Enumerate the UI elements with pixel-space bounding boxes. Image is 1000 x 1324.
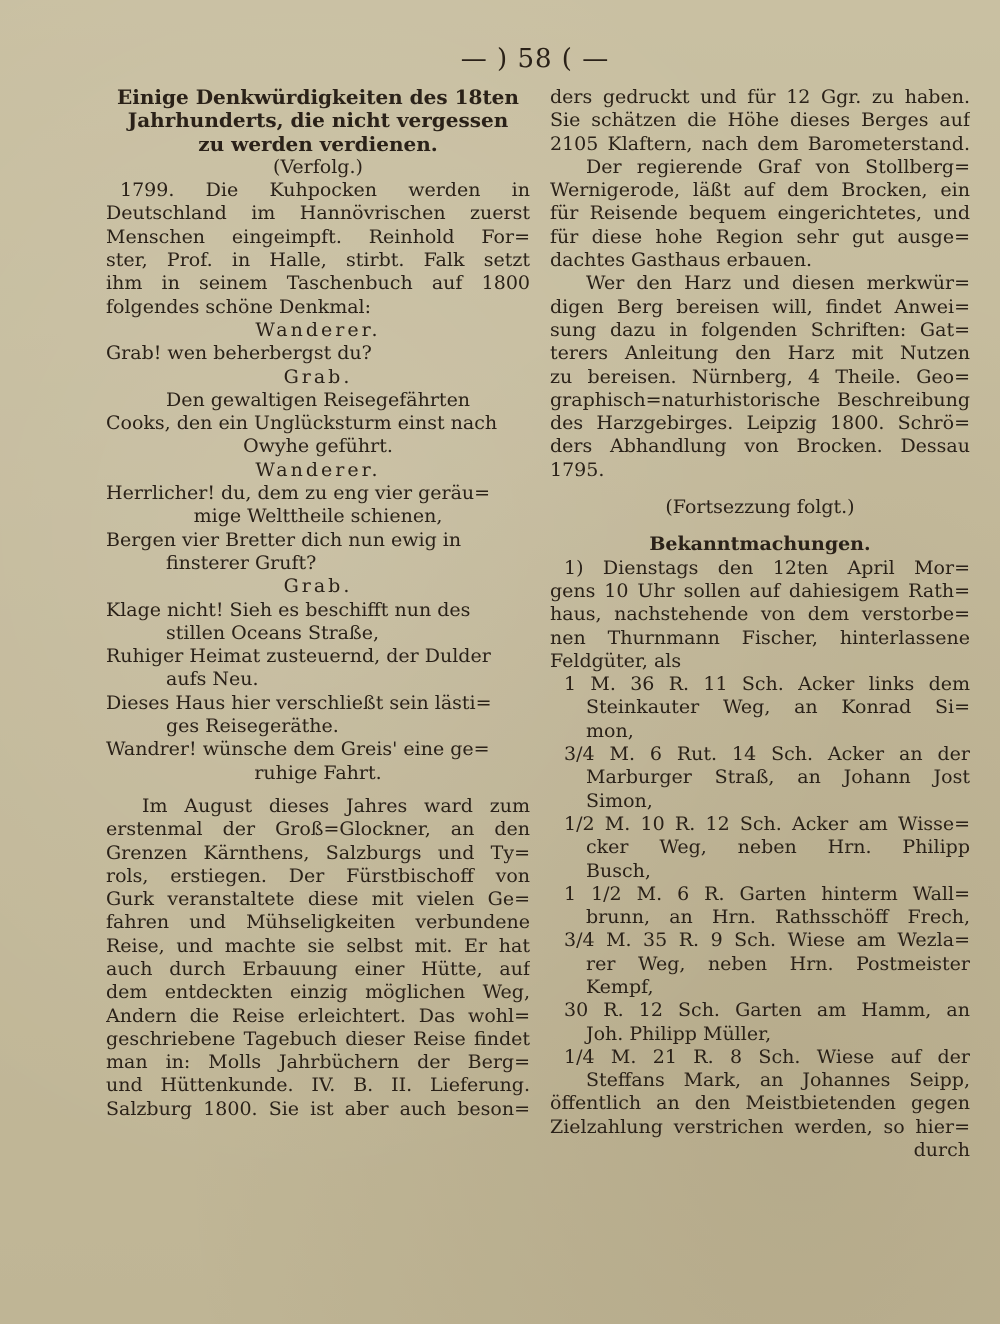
text-line: 1799. Die Kuhpocken werden in [120,179,530,202]
text-line: ders gedruckt und für 12 Ggr. zu haben. [550,86,970,108]
list-item: Marburger Straß, an Johann Jost [586,766,970,789]
text-line: Wernigerode, läßt auf dem Brocken, ein [550,179,970,202]
text-line: Sie schätzen die Höhe dieses Berges auf [550,109,970,132]
text-line: sung dazu in folgenden Schriften: Gat= [550,318,970,341]
text-line: für Reisende bequem eingerichtetes, und [550,202,970,225]
list-item: mon, [586,719,634,742]
text-line: zu bereisen. Nürnberg, 4 Theile. Geo= [550,365,970,388]
poem-speaker: Grab. [283,365,353,388]
poem-line: Owyhe geführt. [243,435,393,458]
poem-line: Dieses Haus hier verschließt sein lästi= [106,691,492,714]
poem-line: aufs Neu. [166,668,259,691]
article-title-line: Jahrhunderts, die nicht vergessen [127,109,509,133]
poem-line: stillen Oceans Straße, [166,621,379,644]
text-line: terers Anleitung den Harz mit Nutzen [550,342,970,365]
section-heading: Bekanntmachungen. [649,533,871,556]
text-line: Deutschland im Hannövrischen zuerst [106,202,530,225]
list-item: Simon, [586,789,653,812]
poem-speaker: Grab. [283,575,353,598]
list-item: rer Weg, neben Hrn. Postmeister [586,952,970,975]
text-line: man in: Molls Jahrbüchern der Berg= [106,1051,530,1074]
text-line: Grenzen Kärnthens, Salzburgs und Ty= [106,841,530,864]
article-title-line: Einige Denkwürdigkeiten des 18ten [117,86,519,109]
text-line: Andern die Reise erleichtert. Das wohl= [106,1004,530,1027]
poem-line: Bergen vier Bretter dich nun ewig in [106,528,462,551]
article-title-line: zu werden verdienen. [198,132,438,156]
text-line: 2105 Klaftern, nach dem Barometerstand. [550,132,970,155]
list-item: Busch, [586,859,651,882]
poem-line: mige Welttheile schienen, [193,505,443,528]
text-line: Im August dieses Jahres ward zum [142,794,530,817]
poem-line: ruhige Fahrt. [254,761,382,784]
continuation-note: (Verfolg.) [273,155,363,178]
text-line: rols, erstiegen. Der Fürstbischoff von [106,864,530,887]
text-line: 1795. [550,458,605,481]
text-line: dem entdeckten einzig möglichen Weg, [106,981,530,1004]
poem-line: Herrlicher! du, dem zu eng vier geräu= [106,482,491,505]
text-line: öffentlich an den Meistbietenden gegen [550,1092,970,1115]
text-line: auch durch Erbauung einer Hütte, auf [106,957,530,980]
list-item: 30 R. 12 Sch. Garten am Hamm, an [564,999,970,1022]
list-item: 1 M. 36 R. 11 Sch. Acker links dem [564,673,970,696]
list-item: 3/4 M. 35 R. 9 Sch. Wiese am Wezla= [564,929,970,952]
list-item: 1/2 M. 10 R. 12 Sch. Acker am Wisse= [564,812,970,835]
poem-speaker: Wanderer. [255,318,381,341]
text-line: Gurk veranstaltete diese mit vielen Ge= [106,888,530,911]
list-item: 3/4 M. 6 Rut. 14 Sch. Acker an der [564,743,970,766]
poem-line: Cooks, den ein Unglücksturm einst nach [106,412,498,435]
poem-line: Grab! wen beherbergst du? [106,342,372,365]
list-item: 1/4 M. 21 R. 8 Sch. Wiese auf der [564,1045,970,1068]
page-number: — ) 58 ( — [460,44,610,74]
list-item: Steffans Mark, an Johannes Seipp, [586,1069,970,1092]
text-line: digen Berg bereisen will, findet Anwei= [550,295,970,318]
text-line: 1) Dienstags den 12ten April Mor= [564,556,970,579]
text-line: ster, Prof. in Halle, stirbt. Falk setzt [106,249,530,272]
text-line: Der regierende Graf von Stollberg= [586,155,970,178]
continuation-note: (Fortsezzung folgt.) [665,496,855,519]
text-line: dachtes Gasthaus erbauen. [550,249,813,272]
text-line: Salzburg 1800. Sie ist aber auch beson= [106,1097,530,1120]
text-line: ihm in seinem Taschenbuch auf 1800 [106,272,530,295]
poem-speaker: Wanderer. [255,458,381,481]
poem-line: ges Reisegeräthe. [166,715,339,738]
poem-line: Ruhiger Heimat zusteuernd, der Dulder [106,645,491,668]
list-item: Steinkauter Weg, an Konrad Si= [586,696,970,719]
text-line: ders Abhandlung von Brocken. Dessau [550,435,970,458]
text-line: Menschen eingeimpft. Reinhold For= [106,225,530,248]
text-line: des Harzgebirges. Leipzig 1800. Schrö= [550,412,970,435]
list-item: Kempf, [586,975,654,998]
poem-line: finsterer Gruft? [166,551,317,574]
list-item: Joh. Philipp Müller, [586,1022,772,1045]
text-line: Feldgüter, als [550,649,682,672]
poem-line: Wandrer! wünsche dem Greis' eine ge= [106,738,490,761]
text-line: folgendes schöne Denkmal: [106,295,372,318]
list-item: cker Weg, neben Hrn. Philipp [586,836,970,859]
text-line: Zielzahlung verstrichen werden, so hier= [550,1115,970,1138]
text-line: geschriebene Tagebuch dieser Reise findet [106,1027,530,1050]
text-line: fahren und Mühseligkeiten verbundene [106,911,530,934]
text-line: graphisch=naturhistorische Beschreibung [550,388,970,411]
catchword: durch [913,1139,970,1162]
list-item: 1 1/2 M. 6 R. Garten hinterm Wall= [564,882,970,905]
text-line: nen Thurnmann Fischer, hinterlassene [550,626,970,649]
text-line: für diese hohe Region sehr gut ausge= [550,225,970,248]
poem-line: Den gewaltigen Reisegefährten [166,388,471,411]
text-line: und Hüttenkunde. IV. B. II. Lieferung. [106,1074,530,1097]
left-column [106,86,530,1121]
list-item: brunn, an Hrn. Rathsschöff Frech, [586,906,970,929]
right-column [550,86,970,1162]
poem-line: Klage nicht! Sieh es beschifft nun des [106,598,471,621]
text-line: gens 10 Uhr sollen auf dahiesigem Rath= [550,579,970,602]
text-line: erstenmal der Groß=Glockner, an den [106,818,530,841]
text-line: Wer den Harz und diesen merkwür= [586,272,970,295]
text-line: Reise, und machte sie selbst mit. Er hat [106,934,530,957]
text-line: haus, nachstehende von dem verstorbe= [550,603,970,626]
